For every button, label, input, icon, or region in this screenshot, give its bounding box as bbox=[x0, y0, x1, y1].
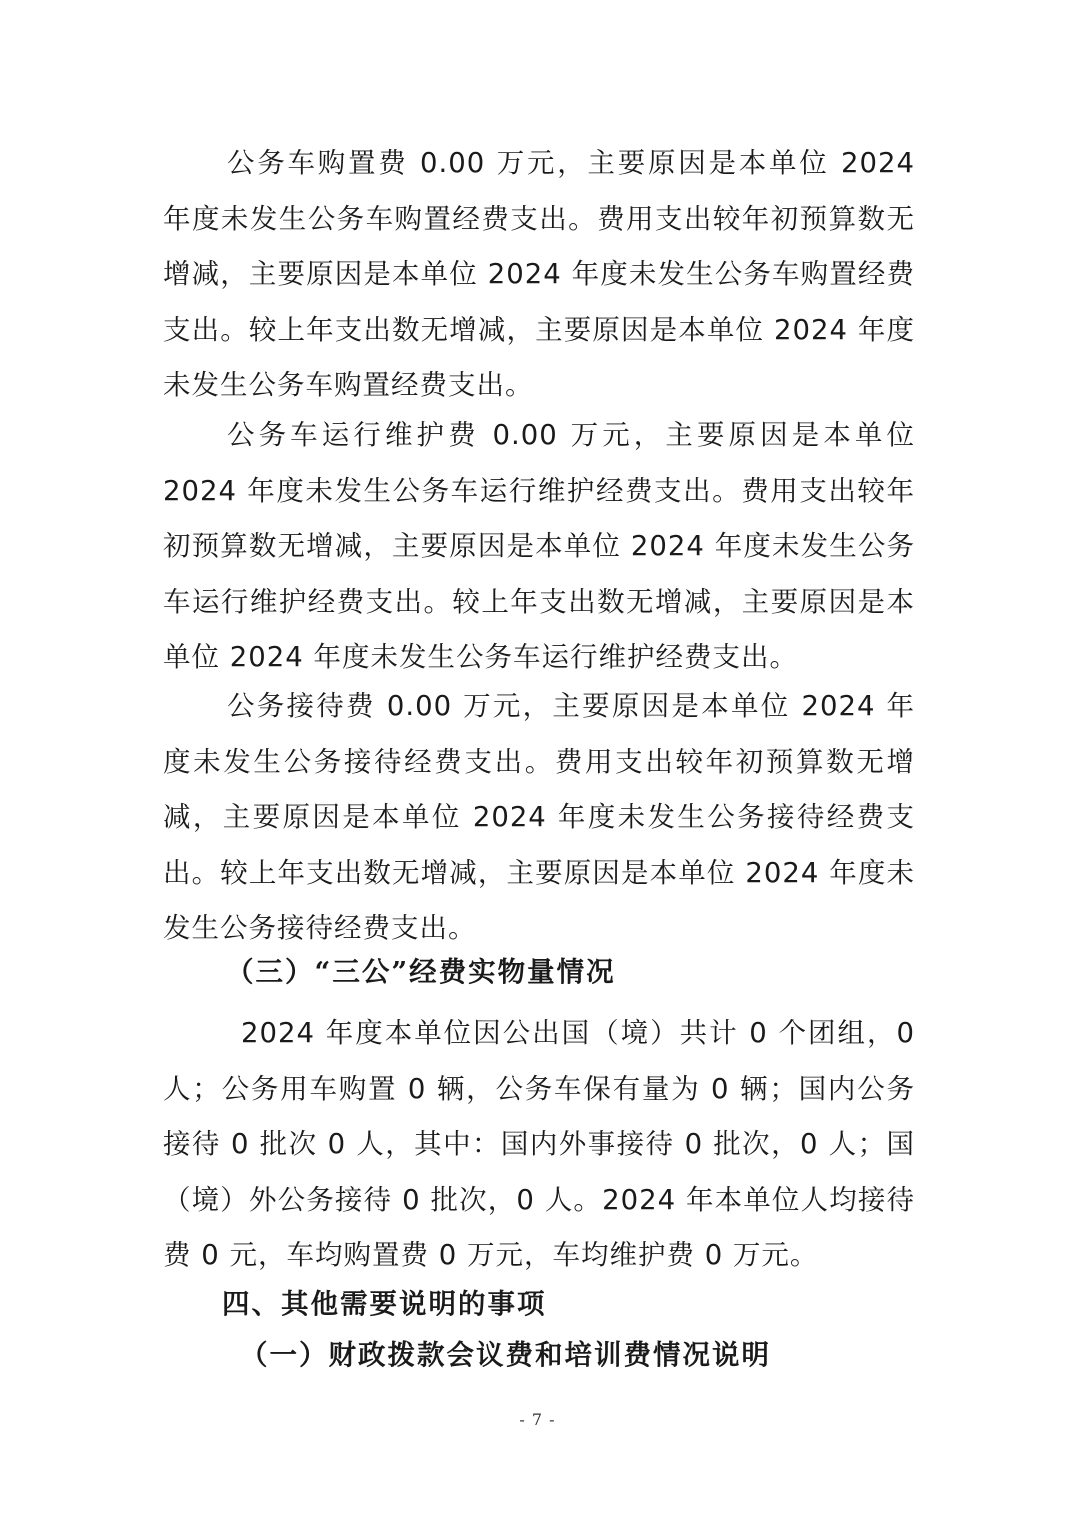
heading-three-public-quantities: （三）“三公”经费实物量情况 bbox=[226, 956, 616, 988]
paragraph-vehicle-maintenance: 公务车运行维护费 0.00 万元，主要原因是本单位 2024 年度未发生公务车运行维护经费支出。费用支出较年初预算数无增减，主要原因是本单位 2024 年度未发生公务车运行维护经费支出。较上年支出数无增减，主要原因是本单位 2024 年度未发生公务车运行维护经费支出。 bbox=[163, 419, 915, 673]
heading-other-matters: 四、其他需要说明的事项 bbox=[222, 1288, 547, 1320]
page-number: - 7 - bbox=[519, 1410, 556, 1429]
paragraph-vehicle-purchase: 公务车购置费 0.00 万元，主要原因是本单位 2024 年度未发生公务车购置经费支出。费用支出较年初预算数无增减，主要原因是本单位 2024 年度未发生公务车购置经费支出。较上年支出数无增减，主要原因是本单位 2024 年度未发生公务车购置经费支出。 bbox=[163, 147, 915, 401]
paragraph-official-reception: 公务接待费 0.00 万元，主要原因是本单位 2024 年度未发生公务接待经费支出。费用支出较年初预算数无增减，主要原因是本单位 2024 年度未发生公务接待经费支出。较上年支出数无增减，主要原因是本单位 2024 年度未发生公务接待经费支出。 bbox=[163, 690, 915, 944]
paragraph-physical-quantities: 2024 年度本单位因公出国（境）共计 0 个团组，0 人；公务用车购置 0 辆，公务车保有量为 0 辆；国内公务接待 0 批次 0 人，其中：国内外事接待 0 批次，0 人；国（境）外公务接待 0 批次，0 人。2024 年本单位人均接待费 0 元，车均购置费 0 万元，车均维护费 0 万元。 bbox=[163, 1017, 915, 1271]
heading-meeting-training-fees: （一）财政拨款会议费和培训费情况说明 bbox=[240, 1339, 771, 1371]
